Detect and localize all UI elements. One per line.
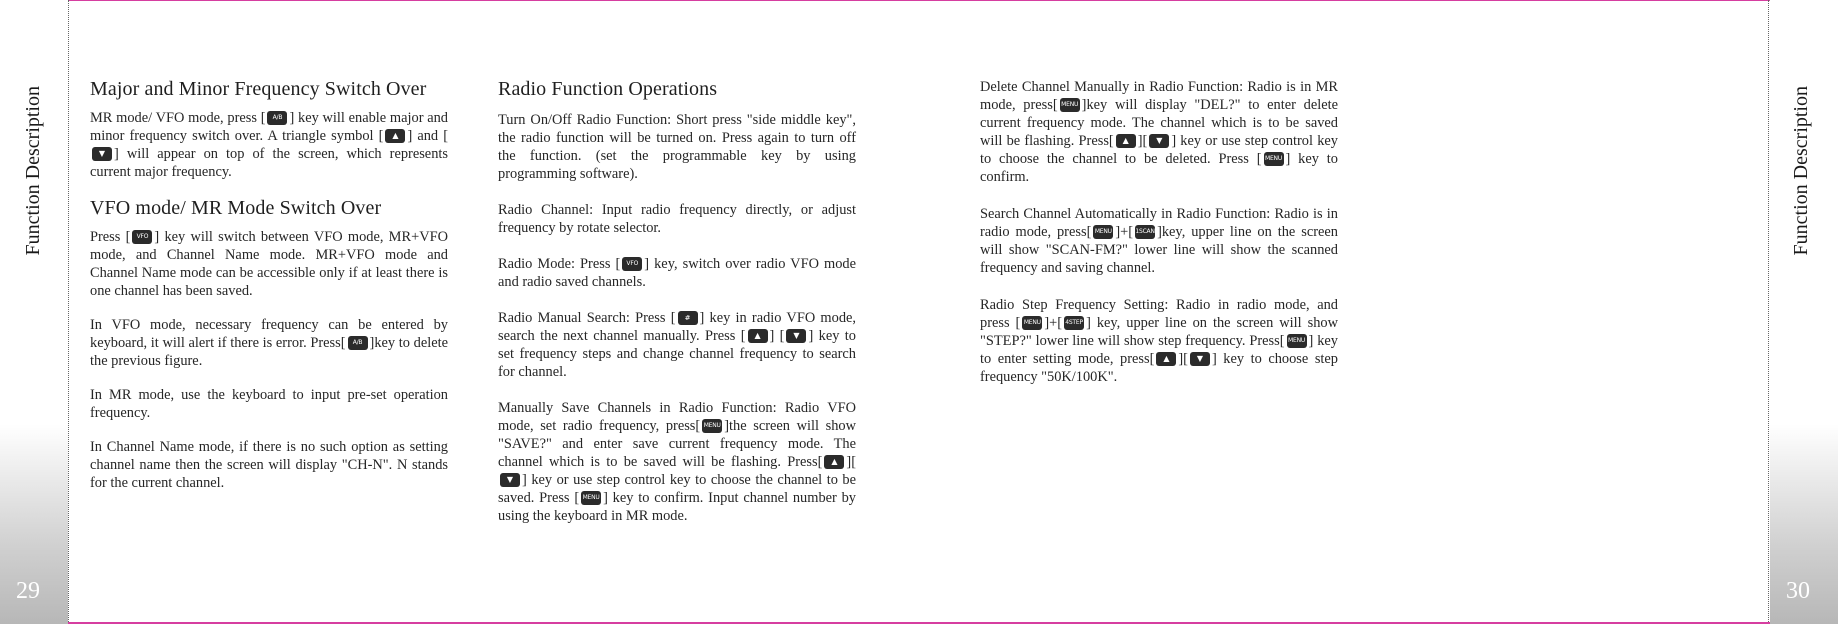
paragraph-radio-manual-search [498,309,856,381]
text-segment: ] key will enable major and minor frequency switch over. A triangle symbol [ [90,110,448,144]
left-dotted-guide [68,0,69,622]
text-segment: ] key to enter setting mode, press[ [980,333,1338,367]
up-arrow-key-icon: ▲ [385,129,405,143]
text-segment: Press [ [90,229,131,245]
paragraph-channel-name-mode: In Channel Name mode, if there is no such option as setting channel name then the screen will display "CH-N". N stands for the current channel. [90,439,448,491]
left-page-number: 29 [16,578,40,604]
paragraph-mr-mode: In MR mode, use the keyboard to input pre-set operation frequency. [90,387,448,421]
paragraph-radio-mode [498,255,856,291]
menu-key-icon: MENU [702,419,722,433]
column-2 [498,78,856,543]
column-3 [980,78,1338,405]
paragraph-radio-on-off: Turn On/Off Radio Function: Short press "side middle key", the radio function will be turned on. Press again to turn off the function. (set the programmable key by using programming software). [498,112,856,182]
text-segment: ] key or use step control key to choose the channel to be deleted. Press [ [980,133,1338,167]
left-side-title: Function Description [22,86,44,256]
menu-key-icon: MENU [1264,152,1284,166]
text-segment: ][ [1178,351,1188,367]
up-arrow-key-icon: ▲ [748,329,768,343]
text-segment: ] key will switch between VFO mode, MR+VFO mode, and Channel Name mode. MR+VFO mode and Channel Name mode can be accessible only if at least there is one channel has been saved. [90,229,448,299]
text-segment: ] [ [769,328,785,344]
down-arrow-key-icon: ▼ [500,473,520,487]
text-segment: ]+[ [1044,315,1063,331]
paragraph-search-channel [980,205,1338,277]
paragraph-vfo-mr-switch [90,228,448,300]
text-segment: ] key, upper line on the screen will show "STEP?" lower line will show step frequency. Press[ [980,315,1338,349]
text-segment: ] key to confirm. [980,151,1338,185]
text-segment: ]+[ [1115,224,1134,240]
paragraph-major-minor [90,109,448,181]
text-segment: Radio Step Frequency Setting: Radio in radio mode, and press [ [980,297,1338,331]
menu-key-icon: MENU [1287,334,1307,348]
down-arrow-key-icon: ▼ [1190,352,1210,366]
hash-key-icon: # [678,311,698,325]
one-scan-key-icon: 1SCAN [1135,225,1155,239]
text-segment: ] key, switch over radio VFO mode and radio saved channels. [498,256,856,290]
menu-key-icon: MENU [1022,316,1042,330]
text-segment: ][ [1137,133,1148,149]
text-segment: ] key or use step control key to choose the channel to be saved. Press [ [498,472,856,506]
down-arrow-key-icon: ▼ [786,329,806,343]
heading-vfo-mr-switch: VFO mode/ MR Mode Switch Over [90,197,382,219]
text-segment: ]key will display "DEL?" to enter delete current frequency mode. The channel which is to be saved will be flashing. Press[ [980,97,1338,149]
text-segment: Manually Save Channels in Radio Function: Radio VFO mode, set radio frequency, press[ [498,400,856,434]
text-segment: In VFO mode, necessary frequency can be entered by keyboard, it will alert if there is error. Press[ [90,317,448,351]
menu-key-icon: MENU [581,491,601,505]
text-segment: ] key to set frequency steps and change channel frequency to search for channel. [498,328,857,380]
up-arrow-key-icon: ▲ [1116,134,1136,148]
four-step-key-icon: 4STEP [1064,316,1084,330]
right-side-title: Function Description [1790,86,1812,256]
menu-key-icon: MENU [1093,225,1113,239]
column-1 [90,78,448,508]
text-segment: ] will appear on top of the screen, which represents current major frequency. [90,146,448,180]
text-segment: ][ [846,454,856,470]
up-arrow-key-icon: ▲ [824,455,844,469]
menu-key-icon: MENU [1060,98,1080,112]
text-segment: ]the screen will show "SAVE?" and enter save current frequency mode. The channel which is to be saved will be flashing. Press[ [498,418,857,470]
heading-major-minor-switch: Major and Minor Frequency Switch Over [90,78,427,100]
text-segment: Delete Channel Manually in Radio Function: Radio is in MR mode, press[ [980,79,1338,113]
text-segment: Radio Mode: Press [ [498,256,621,272]
paragraph-vfo-mode [90,316,448,370]
paragraph-step-frequency [980,296,1338,386]
paragraph-manual-save [498,399,856,525]
text-segment: MR mode/ VFO mode, press [ [90,110,266,126]
heading-radio-function: Radio Function Operations [498,78,718,100]
paragraph-radio-channel: Radio Channel: Input radio frequency directly, or adjust frequency by rotate selector. [498,202,856,236]
vfo-key-icon: VFO [622,257,642,271]
text-segment: ]key, upper line on the screen will show "SCAN-FM?" lower line will show the scanned frequency and saving channel. [980,224,1338,276]
right-page-number: 30 [1786,578,1810,604]
ab-vfo-key-icon: A/B [267,111,287,125]
frame-top-border [0,0,1838,1]
down-arrow-key-icon: ▼ [92,147,112,161]
up-arrow-key-icon: ▲ [1156,352,1176,366]
right-dotted-guide [1768,0,1769,622]
text-segment: ] key to choose step frequency "50K/100K". [980,351,1339,385]
down-arrow-key-icon: ▼ [1149,134,1169,148]
text-segment: ] key to confirm. Input channel number by using the keyboard in MR mode. [498,490,856,524]
text-segment: ]key to delete the previous figure. [90,335,448,369]
vfo-key-icon: VFO [132,230,152,244]
text-segment: ] key in radio VFO mode, search the next channel manually. Press [ [498,310,856,344]
text-segment: ] and [ [407,128,448,144]
text-segment: Search Channel Automatically in Radio Function: Radio is in radio mode, press[ [980,206,1338,240]
paragraph-delete-channel [980,78,1338,186]
text-segment: Radio Manual Search: Press [ [498,310,676,326]
ab-vfo-key-icon: A/B [348,336,368,350]
